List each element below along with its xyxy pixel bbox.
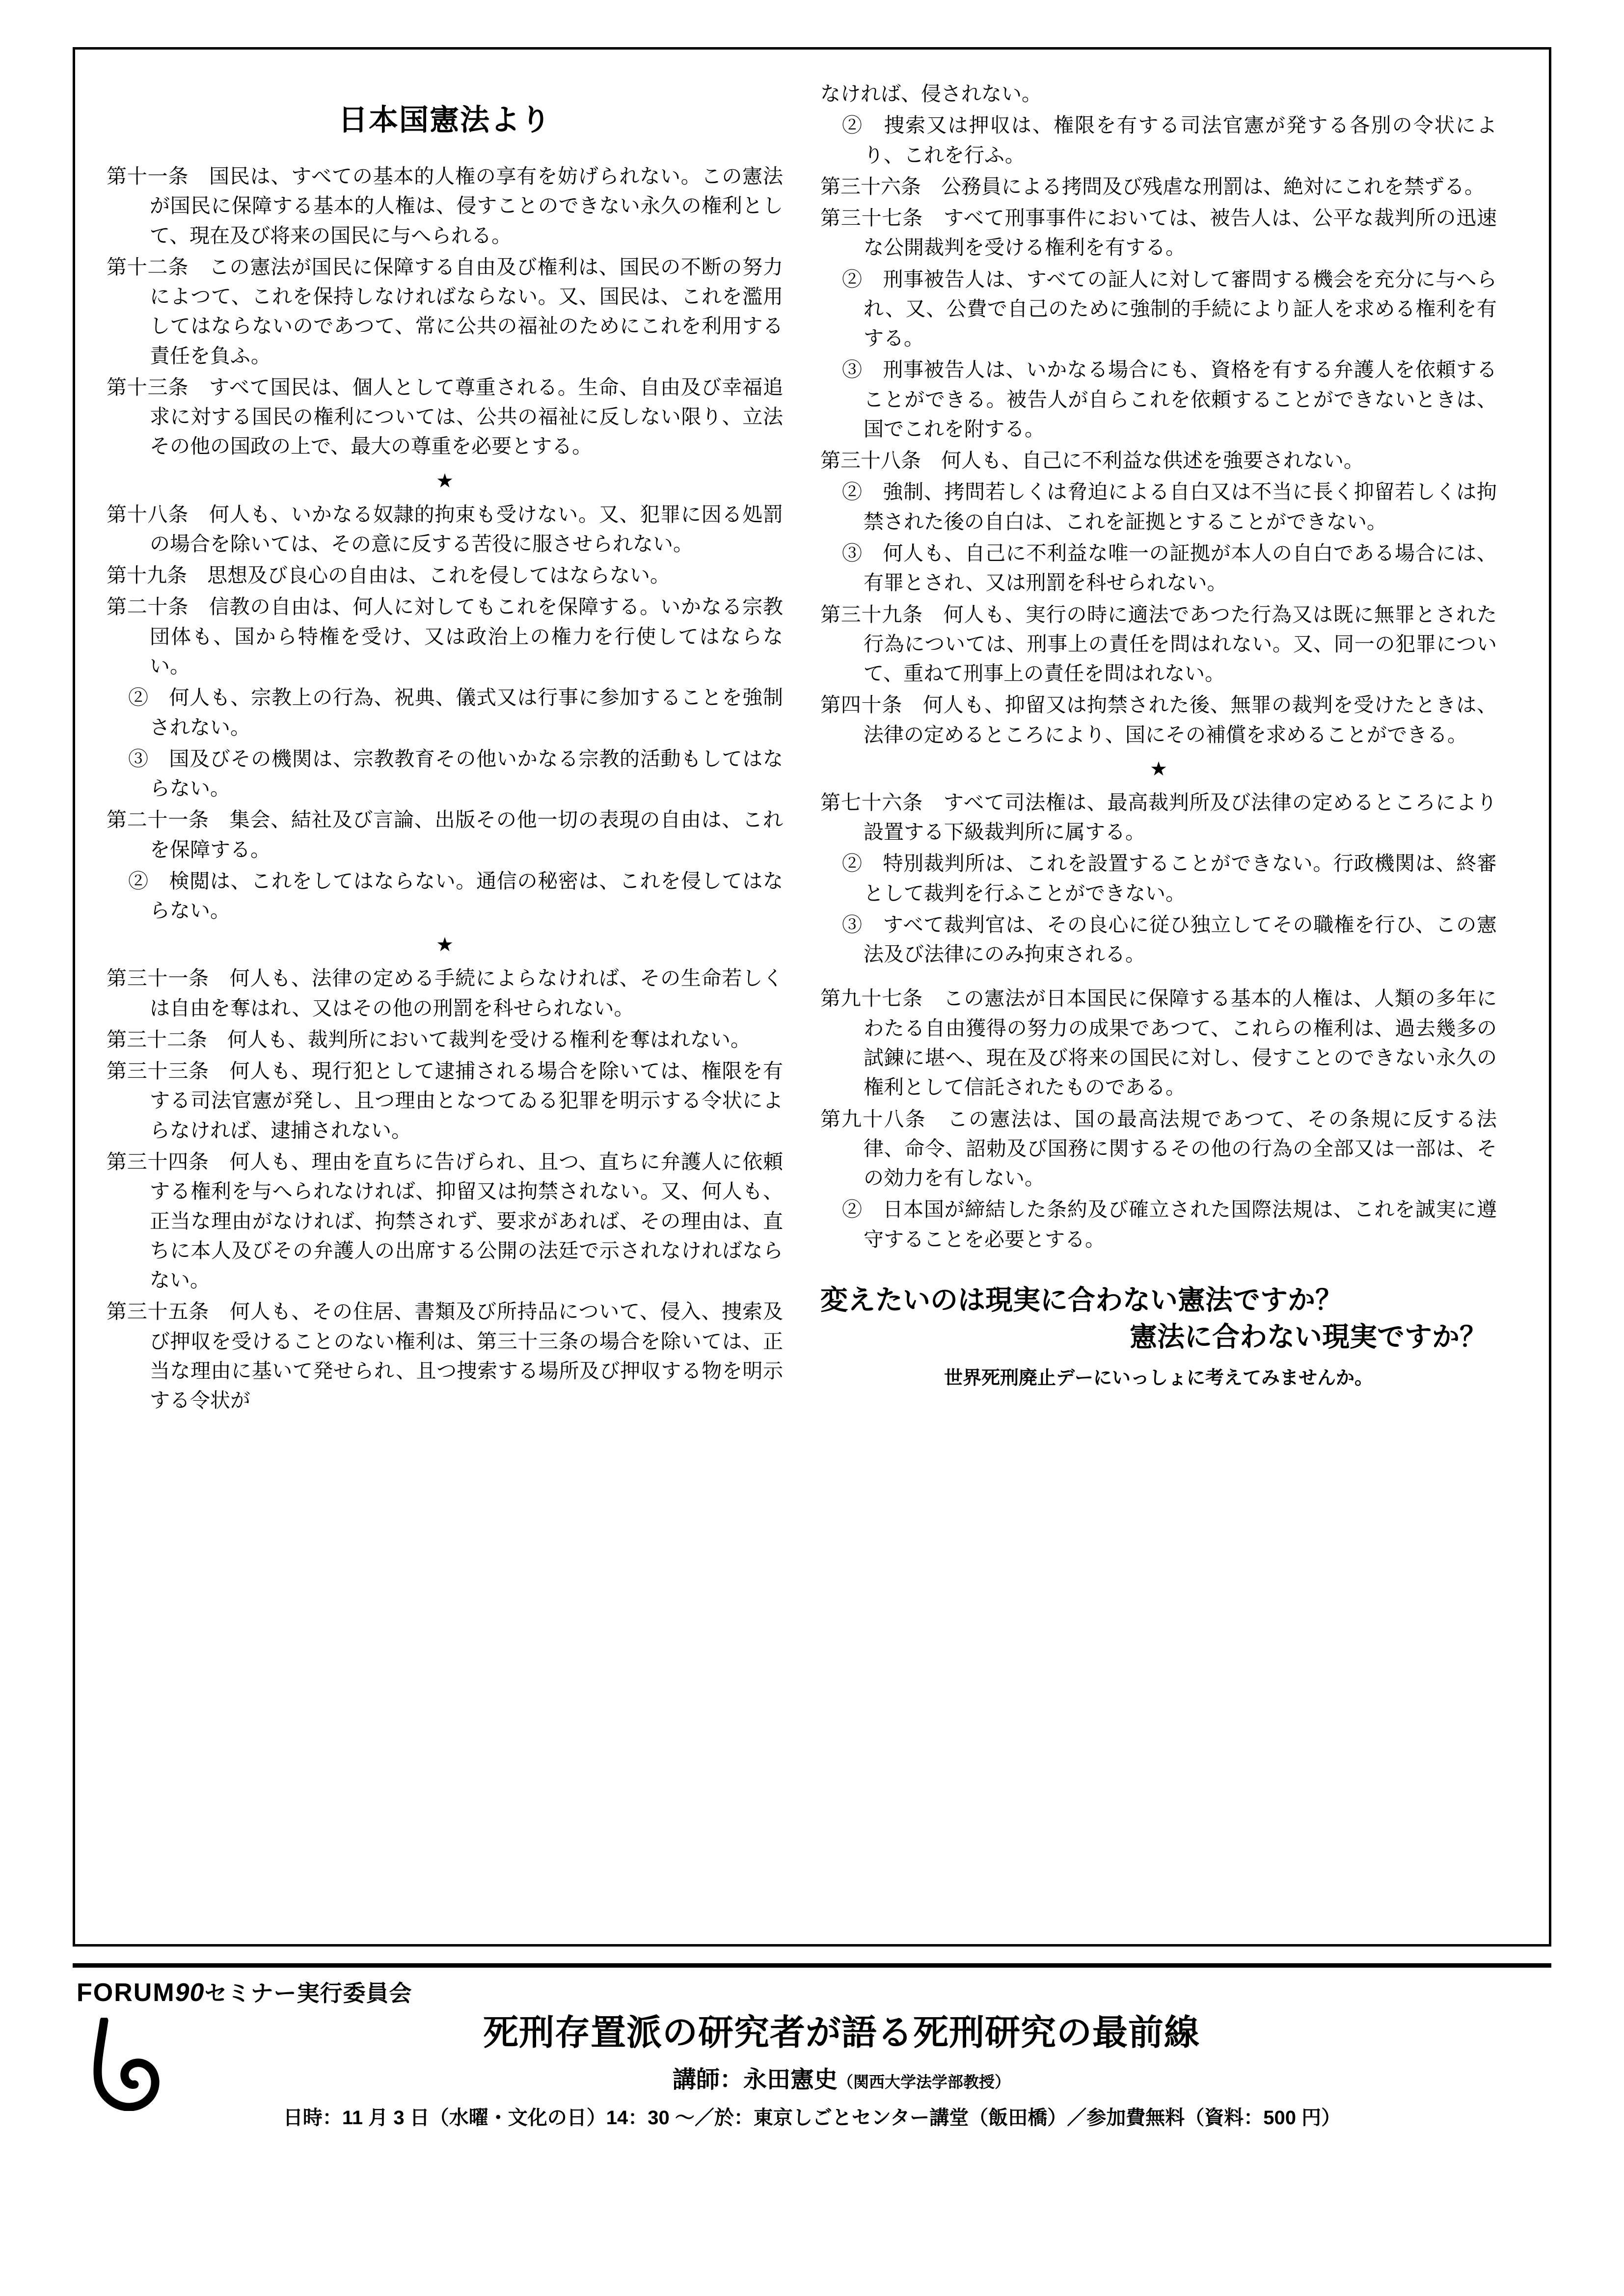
event-details: 日時：11 月 3 日（水曜・文化の日）14：30 ～／於：東京しごとセンター講堂（飯田橋）／参加費無料（資料：500 円）: [283, 2107, 1341, 2129]
footer-divider: [73, 1963, 1551, 1968]
event-title: 死刑存置派の研究者が語る死刑研究の最前線: [483, 2013, 1200, 2053]
clause-text: ② 強制、拷問若しくは脅迫による自白又は不当に長く抑留若しくは拘禁された後の自白は、これを証拠とすることができない。: [842, 481, 1497, 533]
star-divider: ★: [436, 469, 454, 492]
article-text: 第三十四条 何人も、理由を直ちに告げられ、且つ、直ちに弁護人に依頼する権利を与へられなければ、抑留又は拘禁されない。又、何人も、正当な理由がなければ、拘禁されず、要求があれば、その理由は、直ちに本人及びその弁護人の出席する公開の法廷で示されなければならない。: [107, 1150, 783, 1292]
article-text: 第二十一条 集会、結社及び言論、出版その他一切の表現の自由は、これを保障する。: [107, 808, 783, 861]
constitution-box: [73, 47, 1551, 1947]
clause-text: ② 捜索又は押収は、権限を有する司法官憲が発する各別の令状により、これを行ふ。: [842, 114, 1497, 166]
right-column: [820, 79, 1497, 1924]
article-text: 第二十条 信教の自由は、何人に対してもこれを保障する。いかなる宗教団体も、国から特権を受け、又は政治上の権力を行使してはならない。: [107, 595, 783, 677]
speaker-name: 講師：永田憲史: [672, 2066, 838, 2093]
speaker-line: [73, 2060, 1551, 2094]
article-text: 第三十五条 何人も、その住居、書類及び所持品について、侵入、捜索及び押収を受けることのない権利は、第三十三条の場合を除いては、正当な理由に基いて発せられ、且つ捜索する場所及び押収する物を明示する令状が: [107, 1300, 783, 1412]
clause-text: ② 検閲は、これをしてはならない。通信の秘密は、これを侵してはならない。: [128, 869, 783, 922]
organizer-line: [77, 1976, 1551, 2008]
article-text: 第三十三条 何人も、現行犯として逮捕される場合を除いては、権限を有する司法官憲が発し、且つ理由となつてゐる犯罪を明示する令状によらなければ、逮捕されない。: [107, 1060, 783, 1142]
star-divider: ★: [436, 934, 454, 956]
article-text: 第十九条 思想及び良心の自由は、これを侵してはならない。: [107, 564, 670, 587]
slogan-line-2: 憲法に合わない現実ですか？: [1130, 1321, 1487, 1353]
clause-text: ③ 何人も、自己に不利益な唯一の証拠が本人の自白である場合には、有罪とされ、又は刑罰を科せられない。: [842, 541, 1497, 594]
article-text: 第十八条 何人も、いかなる奴隷的拘束も受けない。又、犯罪に因る処罰の場合を除いては、その意に反する苦役に服させられない。: [107, 503, 783, 555]
clause-text: ③ 刑事被告人は、いかなる場合にも、資格を有する弁護人を依頼することができる。被告人が自らこれを依頼することができないときは、国でこれを附する。: [842, 358, 1497, 440]
clause-text: ③ 国及びその機関は、宗教教育その他いかなる宗教的活動もしてはならない。: [128, 747, 783, 800]
article-text: 第三十六条 公務員による拷問及び残虐な刑罰は、絶対にこれを禁ずる。: [820, 175, 1485, 198]
slogan-line-3: 世界死刑廃止デーにいっしょに考えてみませんか。: [944, 1368, 1373, 1389]
organizer-suffix: セミナー実行委員会: [204, 1980, 412, 2006]
clause-text: ② 何人も、宗教上の行為、祝典、儀式又は行事に参加することを強制されない。: [128, 686, 783, 739]
article-text: 第七十六条 すべて司法権は、最高裁判所及び法律の定めるところにより設置する下級裁判所に属する。: [820, 791, 1497, 844]
speaker-affiliation: （関西大学法学部教授）: [838, 2073, 1011, 2091]
clause-text: ② 日本国が締結した条約及び確立された国際法規は、これを誠実に遵守することを必要とする。: [842, 1198, 1497, 1251]
article-text: 第四十条 何人も、抑留又は拘禁された後、無罪の裁判を受けたときは、法律の定めるところにより、国にその補償を求めることができる。: [820, 694, 1497, 746]
organizer-number: 90: [175, 1978, 205, 2007]
footer: [73, 1963, 1551, 2140]
article-text: 第三十一条 何人も、法律の定める手続によらなければ、その生命若しくは自由を奪はれ、又はその他の刑罰を科せられない。: [107, 967, 783, 1019]
two-column-layout: [75, 50, 1549, 1944]
article-text: 第三十八条 何人も、自己に不利益な供述を強要されない。: [820, 449, 1364, 472]
clause-text: ② 特別裁判所は、これを設置することができない。行政機関は、終審として裁判を行ふことができない。: [842, 852, 1497, 905]
article-continuation: なければ、侵されない。: [820, 82, 1042, 105]
article-text: 第十二条 この憲法が国民に保障する自由及び権利は、国民の不断の努力によつて、これを保持しなければならない。又、国民は、これを濫用してはならないのであつて、常に公共の福祉のためにこれを利用する責任を負ふ。: [107, 255, 783, 367]
page-title: 日本国憲法より: [338, 104, 551, 136]
organizer-name: FORUM: [77, 1978, 175, 2007]
article-text: 第九十八条 この憲法は、国の最高法規であつて、その条規に反する法律、命令、詔勅及び国務に関するその他の行為の全部又は一部は、その効力を有しない。: [820, 1107, 1497, 1190]
left-column: [107, 79, 783, 1924]
slogan-block: [820, 1281, 1497, 1389]
article-text: 第三十九条 何人も、実行の時に適法であつた行為又は既に無罪とされた行為については、刑事上の責任を問はれない。又、同一の犯罪について、重ねて刑事上の責任を問はれない。: [820, 603, 1497, 685]
article-text: 第三十七条 すべて刑事事件においては、被告人は、公平な裁判所の迅速な公開裁判を受ける権利を有する。: [820, 207, 1497, 259]
article-text: 第十三条 すべて国民は、個人として尊重される。生命、自由及び幸福追求に対する国民の権利については、公共の福祉に反しない限り、立法その他の国政の上で、最大の尊重を必要とする。: [107, 375, 783, 458]
article-text: 第三十二条 何人も、裁判所において裁判を受ける権利を奪はれない。: [107, 1028, 751, 1051]
article-text: 第九十七条 この憲法が日本国民に保障する基本的人権は、人類の多年にわたる自由獲得の努力の成果であつて、これらの権利は、過去幾多の試錬に堪へ、現在及び将来の国民に対し、侵すことのできない永久の権利として信託されたものである。: [820, 987, 1497, 1099]
hook-icon: [87, 2018, 161, 2111]
star-divider: ★: [1150, 757, 1167, 780]
article-text: 第十一条 国民は、すべての基本的人権の享有を妨げられない。この憲法が国民に保障する基本的人権は、侵すことのできない永久の権利として、現在及び将来の国民に与へられる。: [107, 165, 783, 247]
event-block: [73, 2013, 1551, 2140]
clause-text: ② 刑事被告人は、すべての証人に対して審問する機会を充分に与へられ、又、公費で自己のために強制的手続により証人を求める権利を有する。: [842, 267, 1497, 350]
slogan-line-1: 変えたいのは現実に合わない憲法ですか？: [820, 1284, 1343, 1315]
clause-text: ③ すべて裁判官は、その良心に従ひ独立してその職権を行ひ、この憲法及び法律にのみ拘束される。: [842, 913, 1497, 966]
